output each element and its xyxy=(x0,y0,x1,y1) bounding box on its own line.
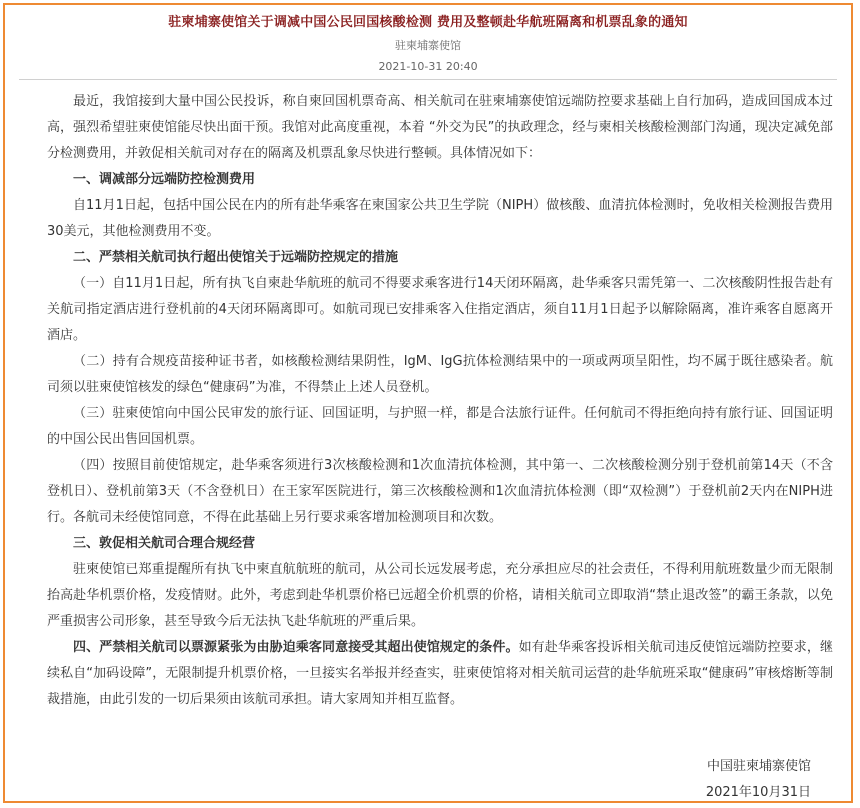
section-2-item-1: （一）自11月1日起，所有执飞自柬赴华航班的航司不得要求乘客进行14天闭环隔离，赴华乘客只需凭第一、二次核酸阴性报告赴有关航司指定酒店进行登机前的4天闭环隔离即可。如航司现已安排乘客入住指定酒店，须自11月1日起予以解除隔离，准许乘客自愿离开酒店。 xyxy=(47,276,833,343)
section-3-heading: 三、敦促相关航司合理合规经营 xyxy=(73,536,256,551)
section-4-paragraph xyxy=(47,635,833,713)
signature: 中国驻柬埔寨使馆 xyxy=(706,759,811,774)
section-2-item-3: （三）驻柬使馆向中国公民审发的旅行证、回国证明，与护照一样，都是合法旅行证件。任何航司不得拒绝向持有旅行证、回国证明的中国公民出售回国机票。 xyxy=(47,406,833,447)
section-3-paragraph: 驻柬使馆已郑重提醒所有执飞中柬直航航班的航司，从公司长远发展考虑，充分承担应尽的社会责任，不得利用航班数量少而无限制抬高赴华机票价格，发疫情财。此外，考虑到赴华机票价格已远超全价机票的价格，请相关航司立即取消“禁止退改签”的霸王条款，以免严重损害公司形象，甚至导致今后无法执飞赴华航班的严重后果。 xyxy=(47,562,833,629)
header-divider xyxy=(19,79,837,80)
notice-frame xyxy=(3,3,853,803)
section-2-item-4: （四）按照目前使馆规定，赴华乘客须进行3次核酸检测和1次血清抗体检测，其中第一、二次核酸检测分别于登机前第14天（不含登机日）、登机前第3天（不含登机日）在王家军医院进行，第三次核酸检测和1次血清抗体检测（即“双检测”）于登机前2天内在NIPH进行。各航司未经使馆同意，不得在此基础上另行要求乘客增加检测项目和次数。 xyxy=(47,458,833,525)
notice-header xyxy=(5,13,851,76)
section-4-heading: 四、严禁相关航司以票源紧张为由胁迫乘客同意接受其超出使馆规定的条件。 xyxy=(73,640,519,655)
notice-body xyxy=(47,89,833,713)
section-4-text: 如有赴华乘客投诉相关航司违反使馆远端防控要求，继续私自“加码设障”，无限制提升机票价格，一旦接实名举报并经查实，驻柬使馆将对相关航司运营的赴华航班采取“健康码”审核熔断等制裁措施，由此引发的一切后果须由该航司承担。请大家周知并相互监督。 xyxy=(47,640,833,707)
section-1-heading: 一、调减部分远端防控检测费用 xyxy=(73,172,256,187)
signature-date: 2021年10月31日 xyxy=(705,785,811,800)
page-title: 驻柬埔寨使馆关于调减中国公民回国核酸检测 费用及整顿赴华航班隔离和机票乱象的通知 xyxy=(168,15,688,30)
source-label: 驻柬埔寨使馆 xyxy=(395,39,461,52)
intro-paragraph: 最近，我馆接到大量中国公民投诉，称自柬回国机票奇高、相关航司在驻柬埔寨使馆远端防控要求基础上自行加码，造成回国成本过高，强烈希望驻柬使馆能尽快出面干预。我馆对此高度重视，本着 “外交为民”的执政理念，经与柬相关核酸检测部门沟通，现决定减免部分检测费用，并敦促相关航司对存在的隔离及机票乱象尽快进行整顿。具体情况如下： xyxy=(47,94,833,161)
section-2-item-2: （二）持有合规疫苗接种证书者，如核酸检测结果阴性，IgM、IgG抗体检测结果中的一项或两项呈阳性，均不属于既往感染者。航司须以驻柬使馆核发的绿色“健康码”为准，不得禁止上述人员登机。 xyxy=(47,354,833,395)
publish-datetime: 2021-10-31 20:40 xyxy=(378,60,478,73)
section-1-paragraph: 自11月1日起，包括中国公民在内的所有赴华乘客在柬国家公共卫生学院（NIPH）做核酸、血清抗体检测时，免收相关检测报告费用30美元，其他检测费用不变。 xyxy=(47,198,833,239)
section-2-heading: 二、严禁相关航司执行超出使馆关于远端防控规定的措施 xyxy=(73,250,399,265)
